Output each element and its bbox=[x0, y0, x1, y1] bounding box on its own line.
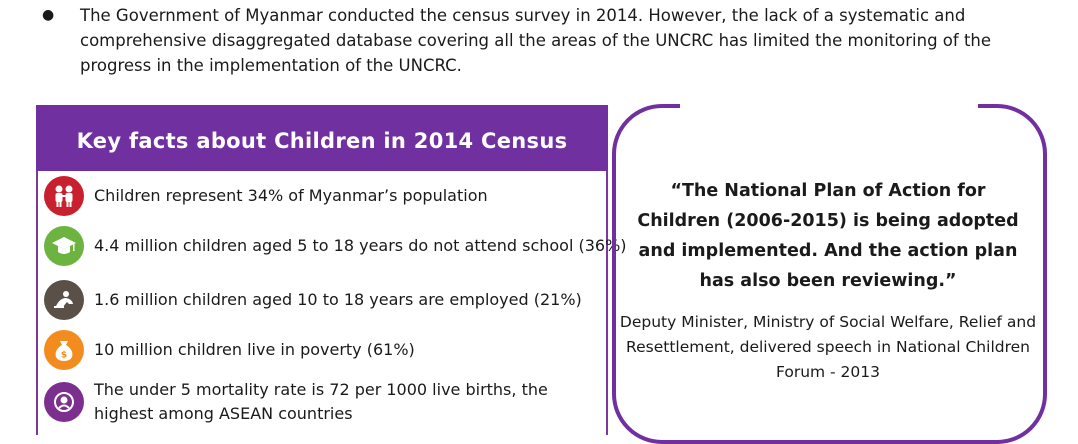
fact-text: 4.4 million children aged 5 to 18 years do not attend school (36%) bbox=[94, 236, 627, 255]
fact-text: Children represent 34% of Myanmar’s population bbox=[94, 186, 488, 205]
key-facts-title: Key facts about Children in 2014 Census bbox=[36, 105, 608, 171]
baby-icon bbox=[44, 382, 84, 422]
quote-text: “The National Plan of Action for Children (2006-2015) is being adopted and implemented. And the action plan has also been reviewing.” bbox=[637, 181, 1019, 291]
quote-frame-gap bbox=[680, 100, 978, 112]
fact-row bbox=[44, 176, 488, 216]
bullet-item bbox=[40, 3, 1040, 78]
fact-text: 10 million children live in poverty (61%) bbox=[94, 340, 415, 359]
quote-attribution: Deputy Minister, Ministry of Social Welfare, Relief and Resettlement, delivered speech in National Children Forum - 2013 bbox=[619, 313, 1037, 381]
svg-text:$: $ bbox=[60, 350, 68, 361]
fact-row bbox=[44, 378, 594, 426]
worker-icon bbox=[44, 280, 84, 320]
fact-row bbox=[44, 226, 627, 266]
fact-row bbox=[44, 280, 582, 320]
children-icon bbox=[44, 176, 84, 216]
fact-row bbox=[44, 330, 415, 370]
fact-text: 1.6 million children aged 10 to 18 years are employed (21%) bbox=[94, 290, 582, 309]
bullet-dot-icon: ● bbox=[42, 7, 55, 23]
bullet-text: The Government of Myanmar conducted the census survey in 2014. However, the lack of a systematic and comprehensive disaggregated database covering all the areas of the UNCRC has limited the monitoring of the progress in the implementation of the UNCRC. bbox=[80, 6, 992, 75]
graduation-cap-icon bbox=[44, 226, 84, 266]
money-bag-icon bbox=[44, 330, 84, 370]
fact-text: The under 5 mortality rate is 72 per 1000 live births, the highest among ASEAN countries bbox=[94, 380, 548, 423]
